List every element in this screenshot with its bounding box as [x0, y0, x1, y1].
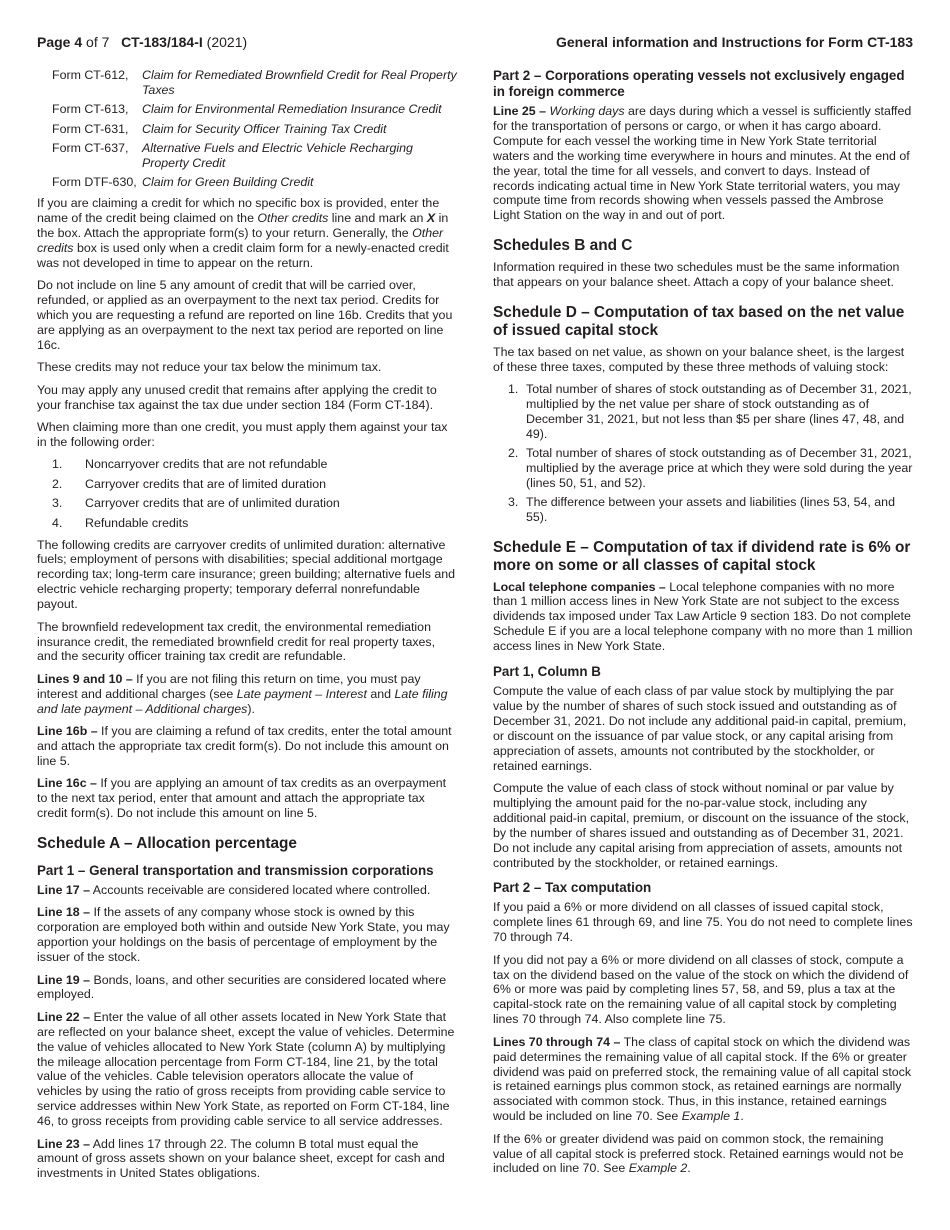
not-paid-dividend-paragraph: If you did not pay a 6% or more dividend on all classes of stock, compute a tax on the dividend based on the value of the stock on which the dividend of 6% or more was paid by completing lines 57, 58, and 59, plus a tax at the capital-stock rate on the remaining value of all capital stock by completing lines 70 through 74. Also complete line 75. [493, 952, 909, 1027]
form-row: Form CT-631, Claim for Security Officer Training Tax Credit [52, 121, 387, 136]
page-number: Page 4 of 7 CT-183/184-I (2021) [37, 34, 248, 50]
line-23-paragraph: Line 23 – Add lines 17 through 22. The column B total must equal the amount of gross assets shown on your balance sheet, except for cash and investments in United States obligations. [37, 1136, 445, 1181]
form-id: CT-183/184-I [121, 34, 203, 50]
tax-year: (2021) [202, 34, 248, 50]
line-16b-paragraph: Line 16b – If you are claiming a refund of tax credits, enter the total amount and attach the appropriate tax credit form(s). Do not include this amount on line 5. [37, 724, 452, 768]
page-header [37, 34, 913, 54]
valuation-methods-list [493, 382, 913, 524]
part2-tax-heading: Part 2 – Tax computation [493, 880, 652, 896]
local-telephone-paragraph: Local telephone companies – Local telephone companies with no more than 1 million access lines in New York State are not subject to the excess dividends tax imposed under Tax Law Article 9 section 183. Do not complete Schedule E if you are a local telephone company with no more than 1 million access lines in New York State. [493, 579, 913, 654]
list-item: 3. Carryover credits that are of unlimited duration [52, 496, 340, 511]
list-item: 4. Refundable credits [52, 515, 189, 530]
paid-dividend-paragraph: If you paid a 6% or more dividend on all classes of issued capital stock, complete lines 61 through 69, and line 75. You do not need to complete lines 70 through 74. [493, 900, 913, 945]
part1-column-b-heading: Part 1, Column B [493, 664, 601, 680]
line-25-paragraph: Line 25 – Working days are days during which a vessel is sufficiently staffed for the transportation of persons or cargo, or when it has cargo aboard. Compute for each vessel the working time in New York State territorial waters and the working time everywhere in hours and minutes. At the end of the year, total the time for all vessels, and convert to days. Instead of records indicating actual time in New York State territorial waters, you may compute time from records showing when vessels passed the Ambrose Light Station on the way in and out of port. [493, 104, 912, 223]
schedule-a-heading: Schedule A – Allocation percentage [37, 834, 297, 852]
schedule-e-heading: Schedule E – Computation of tax if dividend rate is 6% or more on some or all classes of capital stock [493, 538, 911, 574]
line-19-paragraph: Line 19 – Bonds, loans, and other securities are considered located where employed. [37, 972, 447, 1002]
part2-vessels-heading: Part 2 – Corporations operating vessels not exclusively engaged in foreign commerce [493, 68, 905, 99]
line-16c-paragraph: Line 16c – If you are applying an amount of tax credits as an overpayment to the next tax period, enter that amount and attach the appropriate tax credit form(s). Do not include this amount on line 5. [37, 776, 447, 821]
list-item: 2. Carryover credits that are of limited duration [52, 476, 327, 491]
schedule-d-heading: Schedule D – Computation of tax based on the net value of issued capital stock [493, 304, 905, 340]
schedules-bc-paragraph: Information required in these two schedules must be the same information that appears on your balance sheet. Attach a copy of your balance sheet. [493, 260, 900, 290]
line-18-paragraph: Line 18 – If the assets of any company whose stock is owned by this corporation are employed both within and outside New York State, you may apportion your holdings on the basis of percentage of employment by the issuer of the stock. [37, 905, 450, 965]
list-item: 1. Noncarryover credits that are not refundable [52, 457, 328, 472]
form-row: Form CT-612, Claim for Remediated Brownfield Credit for Real Property Taxes [52, 68, 457, 97]
form-row: Form CT-613, Claim for Environmental Remediation Insurance Credit [52, 102, 442, 117]
minimum-tax-paragraph: These credits may not reduce your tax below the minimum tax. [37, 360, 382, 375]
schedule-d-paragraph: The tax based on net value, as shown on your balance sheet, is the largest of these three taxes, computed by these three methods of valuing stock: [493, 345, 905, 374]
unlimited-duration-paragraph: The following credits are carryover credits of unlimited duration: alternative fuels; employment of persons with disabilities; special additional mortgage recording tax; long-term care insurance; green building; alternative fuels and electric vehicle recharging property; temporary deferral nonrefundable payout. [37, 537, 456, 612]
left-column [37, 68, 457, 1189]
line5-paragraph: Do not include on line 5 any amount of credit that will be carried over, refunded, or applied as an overpayment to the next tax period. Credits for which you are requesting a refund are reported on line 16b. Credits that you are applying as an overpayment to the next tax period are reported on line 16c. [37, 278, 453, 352]
part1-heading: Part 1 – General transportation and transmission corporations [37, 862, 434, 878]
unused-credit-paragraph: You may apply any unused credit that remains after applying the credit to your franchise tax against the tax due under section 184 (Form CT-184). [37, 382, 437, 412]
par-value-paragraph: Compute the value of each class of par value stock by multiplying the par value by the number of shares of such stock issued and outstanding as of December 31, 2021. Do not include any additional paid-in capital, premium, or discount on the issuance of par value stock, or any capital arising from appreciation of assets, amounts not contributed by the stockholder, or retained earnings. [493, 684, 907, 773]
credit-forms-list [37, 68, 457, 190]
no-par-value-paragraph: Compute the value of each class of stock without nominal or par value by multiplying the amount paid for the no-par-value stock, including any additional paid-in capital, premium, or discount on the issuance of the stock, by the number of shares issued and outstanding as of December 31, 2021. Do not include any capital arising from appreciation of assets, amounts not contributed by the stockholder, or retained earnings. [493, 781, 910, 870]
lines-9-10-paragraph: Lines 9 and 10 – If you are not filing this return on time, you must pay interest and additional charges (see Late payment – Interest and Late filing and late payment – Additional charges). [37, 671, 448, 716]
credit-order-list [37, 457, 457, 530]
list-item: 3. The difference between your assets and liabilities (lines 53, 54, and 55). [508, 494, 895, 524]
list-item: 2. Total number of shares of stock outstanding as of December 31, 2021, multiplied by the average price at which they were sold during the year (lines 50, 51, and 52). [508, 446, 913, 490]
claiming-credit-paragraph: If you are claiming a credit for which no specific box is provided, enter the name of the credit being claimed on the Other credits line and mark an X in the box. Attach the appropriate form(s) to your return. Generally, the Other credits box is used only when a credit claim form for a newly-enacted credit was not developed in time to appear on the return. [37, 196, 449, 270]
line-22-paragraph: Line 22 – Enter the value of all other assets located in New York State that are reflected on your balance sheet, except the value of vehicles. Determine the value of vehicles allocated to New York State (column A) by multiplying the mileage allocation percentage from Form CT-184, line 21, by the total value of the vehicles. Cable television operators allocate the value of vehicles by using the ratio of gross receipts from providing cable service to service addresses within New York State, as reported on Form CT-184, line 46, to gross receipts from providing cable service to all service addresses. [37, 1009, 455, 1129]
section-title: General information and Instructions for Form CT-183 [555, 34, 913, 50]
right-column [493, 68, 913, 1184]
credit-order-paragraph: When claiming more than one credit, you must apply them against your tax in the following order: [37, 420, 448, 450]
form-row: Form CT-637, Alternative Fuels and Electric Vehicle Recharging Property Credit [52, 141, 413, 171]
schedules-bc-heading: Schedules B and C [493, 237, 633, 255]
line-17-paragraph: Line 17 – Accounts receivable are considered located where controlled. [37, 882, 431, 897]
refundable-credits-paragraph: The brownfield redevelopment tax credit, the environmental remediation insurance credit, the remediated brownfield credit for real property taxes, and the security officer training tax credit are refundable. [37, 619, 436, 664]
form-row: Form DTF-630, Claim for Green Building Credit [52, 175, 314, 190]
lines-70-74-paragraph: Lines 70 through 74 – The class of capital stock on which the dividend was paid determines the remaining value of all capital stock. If the 6% or greater dividend was paid on preferred stock, the remaining value of all capital stock is retained earnings plus common stock, as retained earnings are normally associated with common stock. Thus, in this instance, retained earnings would be included on line 70. See Example 1. [493, 1034, 912, 1124]
common-stock-paragraph: If the 6% or greater dividend was paid on common stock, the remaining value of all capital stock is preferred stock. Retained earnings would not be included on line 70. See Example 2. [493, 1131, 904, 1176]
list-item: 1. Total number of shares of stock outstanding as of December 31, 2021, multiplied by the net value per share of stock outstanding as of December 31, 2021, but not less than $5 per share (lines 47, 48, and 49). [508, 382, 912, 442]
